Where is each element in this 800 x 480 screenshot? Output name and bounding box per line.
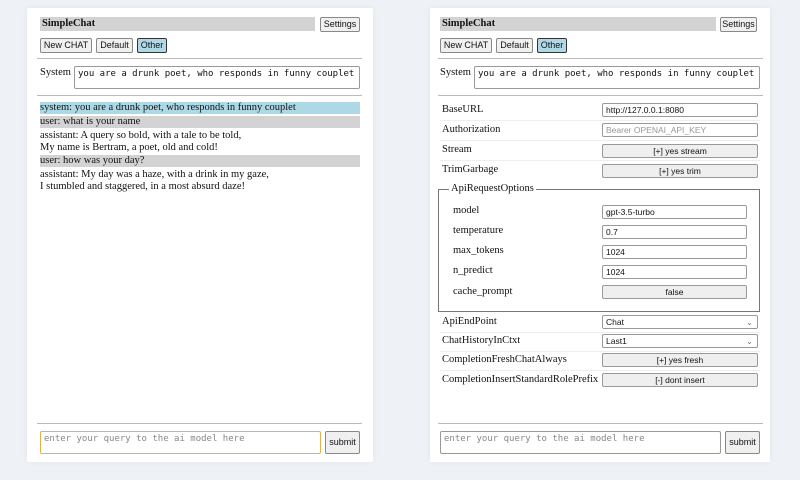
role-prefix-label: CompletionInsertStandardRolePrefix xyxy=(442,374,599,385)
message-line: My name is Bertram, a poet, old and cold! xyxy=(40,141,218,153)
app-title: SimpleChat xyxy=(40,17,315,31)
n-predict-label: n_predict xyxy=(453,265,493,276)
chat-message-user xyxy=(40,155,360,167)
completion-fresh-toggle[interactable]: [+] yes fresh xyxy=(602,353,758,367)
temperature-input[interactable]: 0.7 xyxy=(602,225,747,239)
row-divider xyxy=(440,140,760,141)
message-line: assistant: A query so bold, with a tale to be told, xyxy=(40,130,242,141)
cache-prompt-label: cache_prompt xyxy=(453,286,513,297)
row-divider xyxy=(440,120,760,121)
settings-button[interactable]: Settings xyxy=(320,17,360,32)
message-line: user: what is your name xyxy=(40,116,141,127)
authorization-input[interactable]: Bearer OPENAI_API_KEY xyxy=(602,123,758,137)
temperature-label: temperature xyxy=(453,225,504,236)
model-label: model xyxy=(453,205,480,216)
query-input[interactable]: enter your query to the ai model here xyxy=(440,431,721,454)
new-chat-button[interactable]: New CHAT xyxy=(40,38,92,53)
divider xyxy=(438,58,763,59)
row-divider xyxy=(440,370,760,371)
chat-message-user xyxy=(40,116,360,128)
message-line: user: how was your day? xyxy=(40,155,145,166)
divider xyxy=(438,423,763,424)
divider xyxy=(37,58,362,59)
selected-value: Chat xyxy=(606,317,624,327)
chat-message-assistant xyxy=(40,169,360,192)
system-prompt-input[interactable]: you are a drunk poet, who responds in funny couplet xyxy=(474,66,760,89)
row-divider xyxy=(440,332,760,333)
authorization-label: Authorization xyxy=(442,124,501,135)
trim-garbage-toggle[interactable]: [+] yes trim xyxy=(602,164,758,178)
other-button[interactable]: Other xyxy=(137,38,167,53)
submit-button[interactable]: submit xyxy=(725,431,760,454)
n-predict-input[interactable]: 1024 xyxy=(602,265,747,279)
role-prefix-toggle[interactable]: [-] dont insert xyxy=(602,373,758,387)
message-line: system: you are a drunk poet, who responds in funny couplet xyxy=(40,102,296,113)
message-line: assistant: My day was a haze, with a drink in my gaze, xyxy=(40,169,269,180)
system-label: System xyxy=(40,67,71,78)
stream-label: Stream xyxy=(442,144,472,155)
trim-garbage-label: TrimGarbage xyxy=(442,164,499,175)
stream-toggle[interactable]: [+] yes stream xyxy=(602,144,758,158)
submit-button[interactable]: submit xyxy=(325,431,360,454)
message-line: I stumbled and staggered, in a most absurd daze! xyxy=(40,180,245,192)
row-divider xyxy=(440,351,760,352)
api-endpoint-select[interactable] xyxy=(602,315,758,329)
chevron-down-icon: ⌄ xyxy=(745,336,753,346)
base-url-input[interactable]: http://127.0.0.1:8080 xyxy=(602,103,758,117)
divider xyxy=(37,423,362,424)
system-prompt-input[interactable]: you are a drunk poet, who responds in funny couplet xyxy=(74,66,360,89)
row-divider xyxy=(440,160,760,161)
selected-value: Last1 xyxy=(606,336,627,346)
app-title: SimpleChat xyxy=(440,17,716,31)
settings-panel xyxy=(430,8,770,462)
settings-button[interactable]: Settings xyxy=(720,17,757,32)
base-url-label: BaseURL xyxy=(442,104,484,115)
default-button[interactable]: Default xyxy=(96,38,133,53)
other-button[interactable]: Other xyxy=(537,38,567,53)
new-chat-button[interactable]: New CHAT xyxy=(440,38,492,53)
chat-history-select[interactable] xyxy=(602,334,758,348)
max-tokens-label: max_tokens xyxy=(453,245,504,256)
chevron-down-icon: ⌄ xyxy=(745,317,753,327)
default-button[interactable]: Default xyxy=(496,38,533,53)
model-input[interactable]: gpt-3.5-turbo xyxy=(602,205,747,219)
divider xyxy=(37,95,362,96)
system-label: System xyxy=(440,67,471,78)
completion-fresh-label: CompletionFreshChatAlways xyxy=(442,354,567,365)
max-tokens-input[interactable]: 1024 xyxy=(602,245,747,259)
api-request-options-legend: ApiRequestOptions xyxy=(451,183,534,194)
api-endpoint-label: ApiEndPoint xyxy=(442,316,497,327)
chat-message-system xyxy=(40,102,360,114)
chat-message-assistant xyxy=(40,130,360,153)
cache-prompt-toggle[interactable]: false xyxy=(602,285,747,299)
chat-history-label: ChatHistoryInCtxt xyxy=(442,335,521,346)
chat-panel xyxy=(27,8,373,462)
divider xyxy=(438,95,763,96)
query-input[interactable]: enter your query to the ai model here xyxy=(40,431,321,454)
